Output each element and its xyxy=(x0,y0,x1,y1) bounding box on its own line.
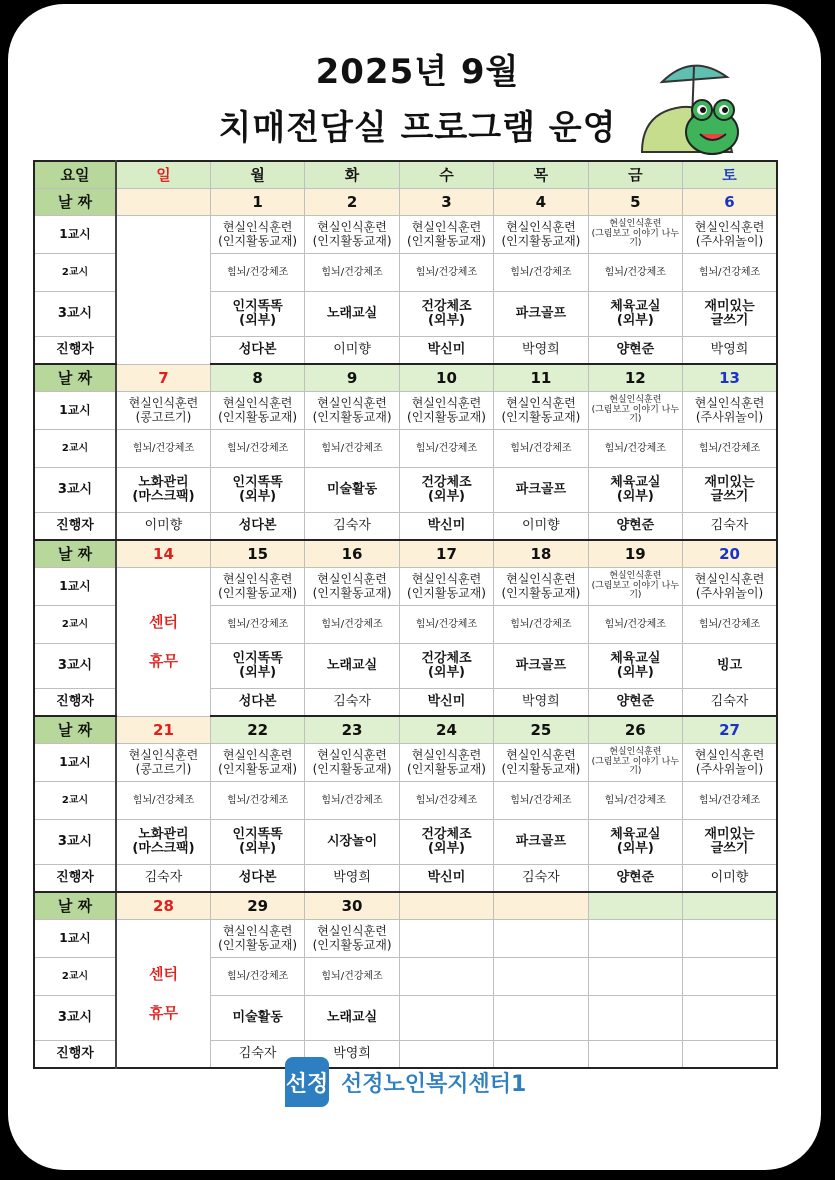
p3-cell: 파크골프 xyxy=(494,644,588,689)
date-cell: 22 xyxy=(210,716,304,744)
leader-cell: 박영희 xyxy=(494,337,588,365)
p3-cell: 노화관리 (마스크팩) xyxy=(116,820,210,865)
p1-cell: 현실인식훈련 (인지활동교재) xyxy=(305,744,399,782)
p2-cell: 힘뇌/건강체조 xyxy=(210,782,304,820)
p3-cell xyxy=(399,996,493,1041)
closure-line1: 센터 xyxy=(148,613,178,632)
closure-line2: 휴무 xyxy=(148,1003,178,1022)
p1-label: 1교시 xyxy=(34,568,116,606)
leader-cell: 이미향 xyxy=(305,337,399,365)
p1-cell: 현실인식훈련 (인지활동교재) xyxy=(305,568,399,606)
date-cell: 26 xyxy=(588,716,682,744)
p1-cell: 현실인식훈련 (인지활동교재) xyxy=(210,568,304,606)
p3-cell: 파크골프 xyxy=(494,468,588,513)
p3-label: 3교시 xyxy=(34,996,116,1041)
p3-cell: 재미있는 글쓰기 xyxy=(683,468,777,513)
date-label: 날 짜 xyxy=(34,540,116,568)
date-cell: 9 xyxy=(305,364,399,392)
p3-cell: 미술활동 xyxy=(210,996,304,1041)
p1-cell: 현실인식훈련 (그림보고 이야기 나누기) xyxy=(588,568,682,606)
date-cell: 29 xyxy=(210,892,304,920)
p2-label: 2교시 xyxy=(34,782,116,820)
weekday-1: 월 xyxy=(210,161,304,189)
p1-cell: 현실인식훈련 (인지활동교재) xyxy=(399,392,493,430)
date-cell xyxy=(588,892,682,920)
p2-cell: 힘뇌/건강체조 xyxy=(210,958,304,996)
date-cell: 23 xyxy=(305,716,399,744)
p1-cell: 현실인식훈련 (인지활동교재) xyxy=(494,392,588,430)
leader-cell: 김숙자 xyxy=(210,1041,304,1069)
leader-cell: 박영희 xyxy=(494,689,588,717)
p1-label: 1교시 xyxy=(34,920,116,958)
leader-cell: 박신미 xyxy=(399,513,493,541)
weekday-3: 수 xyxy=(399,161,493,189)
p2-cell: 힘뇌/건강체조 xyxy=(588,254,682,292)
date-cell: 16 xyxy=(305,540,399,568)
date-cell: 5 xyxy=(588,189,682,216)
date-row xyxy=(34,540,777,568)
p3-label: 3교시 xyxy=(34,820,116,865)
p2-cell: 힘뇌/건강체조 xyxy=(210,430,304,468)
date-label: 날 짜 xyxy=(34,189,116,216)
leader-cell: 김숙자 xyxy=(305,689,399,717)
date-cell: 6 xyxy=(683,189,777,216)
p1-label: 1교시 xyxy=(34,392,116,430)
date-cell: 17 xyxy=(399,540,493,568)
date-cell: 28 xyxy=(116,892,210,920)
p1-cell: 현실인식훈련 (그림보고 이야기 나누기) xyxy=(588,392,682,430)
p2-cell: 힘뇌/건강체조 xyxy=(494,254,588,292)
closure-line1: 센터 xyxy=(148,965,178,983)
leader-cell: 박영희 xyxy=(305,865,399,893)
p2-cell: 힘뇌/건강체조 xyxy=(116,430,210,468)
p2-label: 2교시 xyxy=(34,430,116,468)
p2-cell: 힘뇌/건강체조 xyxy=(683,606,777,644)
center-logo xyxy=(285,1055,526,1109)
leader-label: 진행자 xyxy=(34,513,116,541)
p3-cell: 건강체조 (외부) xyxy=(399,644,493,689)
leader-cell: 박영희 xyxy=(683,337,777,365)
p1-label: 1교시 xyxy=(34,744,116,782)
p3-row xyxy=(34,468,777,513)
p1-row xyxy=(34,744,777,782)
leader-cell: 이미향 xyxy=(683,865,777,893)
p3-cell: 노래교실 xyxy=(305,292,399,337)
date-cell: 11 xyxy=(494,364,588,392)
date-cell: 4 xyxy=(494,189,588,216)
leader-cell: 양현준 xyxy=(588,337,682,365)
leader-cell: 김숙자 xyxy=(305,513,399,541)
date-cell xyxy=(494,892,588,920)
p3-cell: 인지똑똑 (외부) xyxy=(210,468,304,513)
leader-cell: 양현준 xyxy=(588,689,682,717)
p2-cell: 힘뇌/건강체조 xyxy=(210,254,304,292)
p3-cell: 파크골프 xyxy=(494,820,588,865)
leader-label: 진행자 xyxy=(34,1041,116,1069)
leader-cell: 성다본 xyxy=(210,865,304,893)
center-logo-mark: 선정 xyxy=(285,1057,329,1107)
date-row xyxy=(34,892,777,920)
p2-cell: 힘뇌/건강체조 xyxy=(494,782,588,820)
p1-cell xyxy=(588,920,682,958)
p1-cell: 현실인식훈련 (주사위놀이) xyxy=(683,392,777,430)
date-cell: 18 xyxy=(494,540,588,568)
p2-cell: 힘뇌/건강체조 xyxy=(305,782,399,820)
p2-cell xyxy=(588,958,682,996)
sunday-merged-cell xyxy=(116,568,210,717)
p1-row xyxy=(34,392,777,430)
leader-cell: 이미향 xyxy=(116,513,210,541)
p3-cell: 노래교실 xyxy=(305,996,399,1041)
p2-cell: 힘뇌/건강체조 xyxy=(210,606,304,644)
p3-cell: 체육교실 (외부) xyxy=(588,292,682,337)
weekday-label: 요일 xyxy=(34,161,116,189)
p1-cell: 현실인식훈련 (그림보고 이야기 나누기) xyxy=(588,216,682,254)
leader-cell xyxy=(683,1041,777,1069)
leader-label: 진행자 xyxy=(34,865,116,893)
p3-cell xyxy=(494,996,588,1041)
date-cell: 7 xyxy=(116,364,210,392)
leader-cell: 김숙자 xyxy=(116,865,210,893)
leader-row xyxy=(34,513,777,541)
p2-cell: 힘뇌/건강체조 xyxy=(305,430,399,468)
p3-label: 3교시 xyxy=(34,468,116,513)
p3-row xyxy=(34,820,777,865)
p2-row xyxy=(34,430,777,468)
p3-cell: 파크골프 xyxy=(494,292,588,337)
weekday-header-row xyxy=(34,161,777,189)
p3-cell: 재미있는 글쓰기 xyxy=(683,820,777,865)
leader-cell: 박신미 xyxy=(399,689,493,717)
date-row xyxy=(34,716,777,744)
p1-cell: 현실인식훈련 (인지활동교재) xyxy=(305,216,399,254)
p1-label: 1교시 xyxy=(34,216,116,254)
p3-label: 3교시 xyxy=(34,644,116,689)
p2-label: 2교시 xyxy=(34,606,116,644)
p1-cell: 현실인식훈련 (주사위놀이) xyxy=(683,216,777,254)
p2-cell: 힘뇌/건강체조 xyxy=(683,254,777,292)
leader-cell: 양현준 xyxy=(588,513,682,541)
leader-cell xyxy=(588,1041,682,1069)
p1-cell: 현실인식훈련 (인지활동교재) xyxy=(305,920,399,958)
weekday-4: 목 xyxy=(494,161,588,189)
p2-cell: 힘뇌/건강체조 xyxy=(494,606,588,644)
p2-cell: 힘뇌/건강체조 xyxy=(683,430,777,468)
p3-cell: 재미있는 글쓰기 xyxy=(683,292,777,337)
p1-cell: 현실인식훈련 (인지활동교재) xyxy=(494,216,588,254)
p3-cell: 체육교실 (외부) xyxy=(588,820,682,865)
p2-row xyxy=(34,782,777,820)
date-label: 날 짜 xyxy=(34,716,116,744)
date-cell: 2 xyxy=(305,189,399,216)
p1-cell: 현실인식훈련 (주사위놀이) xyxy=(683,568,777,606)
p1-cell: 현실인식훈련 (콩고르기) xyxy=(116,744,210,782)
p3-cell: 체육교실 (외부) xyxy=(588,468,682,513)
p3-cell: 빙고 xyxy=(683,644,777,689)
leader-cell: 박영희 xyxy=(305,1041,399,1069)
weekday-2: 화 xyxy=(305,161,399,189)
leader-cell: 성다본 xyxy=(210,513,304,541)
p2-cell: 힘뇌/건강체조 xyxy=(494,430,588,468)
p1-cell: 현실인식훈련 (인지활동교재) xyxy=(399,216,493,254)
p1-row xyxy=(34,568,777,606)
leader-cell: 박신미 xyxy=(399,337,493,365)
date-label: 날 짜 xyxy=(34,364,116,392)
p3-cell: 체육교실 (외부) xyxy=(588,644,682,689)
date-cell: 13 xyxy=(683,364,777,392)
date-cell: 21 xyxy=(116,716,210,744)
date-cell: 12 xyxy=(588,364,682,392)
p2-label: 2교시 xyxy=(34,254,116,292)
p1-cell: 현실인식훈련 (주사위놀이) xyxy=(683,744,777,782)
closure-line2: 휴무 xyxy=(148,651,178,670)
date-cell: 14 xyxy=(116,540,210,568)
center-name: 선정노인복지센터1 xyxy=(341,1071,527,1097)
date-row xyxy=(34,189,777,216)
leader-cell: 김숙자 xyxy=(494,865,588,893)
leader-label: 진행자 xyxy=(34,689,116,717)
date-cell: 25 xyxy=(494,716,588,744)
p3-cell: 인지똑똑 (외부) xyxy=(210,292,304,337)
sunday-merged-cell xyxy=(116,920,210,1069)
sunday-merged-cell xyxy=(116,216,210,365)
p2-cell: 힘뇌/건강체조 xyxy=(305,254,399,292)
date-cell xyxy=(399,892,493,920)
p1-row xyxy=(34,920,777,958)
page-title-month: 2025년 9월 xyxy=(315,52,520,92)
date-cell: 15 xyxy=(210,540,304,568)
leader-cell: 김숙자 xyxy=(683,689,777,717)
p3-cell: 노래교실 xyxy=(305,644,399,689)
p1-row xyxy=(34,216,777,254)
p1-cell: 현실인식훈련 (인지활동교재) xyxy=(210,920,304,958)
leader-cell: 성다본 xyxy=(210,689,304,717)
date-cell xyxy=(683,892,777,920)
p2-cell xyxy=(399,958,493,996)
date-label: 날 짜 xyxy=(34,892,116,920)
p2-cell: 힘뇌/건강체조 xyxy=(588,606,682,644)
leader-cell: 김숙자 xyxy=(683,513,777,541)
p3-cell: 건강체조 (외부) xyxy=(399,820,493,865)
p2-cell: 힘뇌/건강체조 xyxy=(588,782,682,820)
p3-cell: 건강체조 (외부) xyxy=(399,292,493,337)
p2-cell: 힘뇌/건강체조 xyxy=(399,430,493,468)
p1-cell: 현실인식훈련 (그림보고 이야기 나누기) xyxy=(588,744,682,782)
p2-cell: 힘뇌/건강체조 xyxy=(683,782,777,820)
p3-cell: 노화관리 (마스크팩) xyxy=(116,468,210,513)
p1-cell: 현실인식훈련 (인지활동교재) xyxy=(210,392,304,430)
p1-cell xyxy=(683,920,777,958)
p2-cell: 힘뇌/건강체조 xyxy=(305,958,399,996)
date-cell: 24 xyxy=(399,716,493,744)
p2-cell: 힘뇌/건강체조 xyxy=(116,782,210,820)
page-title-program: 치매전담실 프로그램 운영 xyxy=(218,108,617,148)
leader-label: 진행자 xyxy=(34,337,116,365)
p1-cell: 현실인식훈련 (인지활동교재) xyxy=(494,568,588,606)
p2-cell: 힘뇌/건강체조 xyxy=(399,782,493,820)
p3-cell xyxy=(683,996,777,1041)
p3-label: 3교시 xyxy=(34,292,116,337)
p2-cell xyxy=(683,958,777,996)
p1-cell: 현실인식훈련 (인지활동교재) xyxy=(494,744,588,782)
p2-cell: 힘뇌/건강체조 xyxy=(399,606,493,644)
p2-cell: 힘뇌/건강체조 xyxy=(588,430,682,468)
leader-cell: 박신미 xyxy=(399,865,493,893)
date-row xyxy=(34,364,777,392)
p3-cell xyxy=(588,996,682,1041)
p1-cell: 현실인식훈련 (인지활동교재) xyxy=(210,744,304,782)
p1-cell xyxy=(494,920,588,958)
schedule-table xyxy=(33,160,778,1069)
p1-cell xyxy=(399,920,493,958)
p2-label: 2교시 xyxy=(34,958,116,996)
p3-cell: 인지똑똑 (외부) xyxy=(210,820,304,865)
date-cell: 10 xyxy=(399,364,493,392)
p1-cell: 현실인식훈련 (인지활동교재) xyxy=(305,392,399,430)
p2-cell: 힘뇌/건강체조 xyxy=(305,606,399,644)
p3-cell: 인지똑똑 (외부) xyxy=(210,644,304,689)
p3-cell: 건강체조 (외부) xyxy=(399,468,493,513)
p1-cell: 현실인식훈련 (인지활동교재) xyxy=(399,568,493,606)
leader-row xyxy=(34,865,777,893)
p3-cell: 시장놀이 xyxy=(305,820,399,865)
date-cell: 19 xyxy=(588,540,682,568)
date-cell: 30 xyxy=(305,892,399,920)
weekday-6: 토 xyxy=(683,161,777,189)
date-cell xyxy=(116,189,210,216)
date-cell: 27 xyxy=(683,716,777,744)
weekday-5: 금 xyxy=(588,161,682,189)
p1-cell: 현실인식훈련 (인지활동교재) xyxy=(210,216,304,254)
p1-cell: 현실인식훈련 (콩고르기) xyxy=(116,392,210,430)
p2-cell xyxy=(494,958,588,996)
date-cell: 1 xyxy=(210,189,304,216)
date-cell: 3 xyxy=(399,189,493,216)
p1-cell: 현실인식훈련 (인지활동교재) xyxy=(399,744,493,782)
leader-cell: 성다본 xyxy=(210,337,304,365)
date-cell: 20 xyxy=(683,540,777,568)
date-cell: 8 xyxy=(210,364,304,392)
frog-mascot-icon xyxy=(632,52,744,160)
leader-cell: 이미향 xyxy=(494,513,588,541)
leader-cell: 양현준 xyxy=(588,865,682,893)
p2-cell: 힘뇌/건강체조 xyxy=(399,254,493,292)
p3-cell: 미술활동 xyxy=(305,468,399,513)
weekday-0: 일 xyxy=(116,161,210,189)
